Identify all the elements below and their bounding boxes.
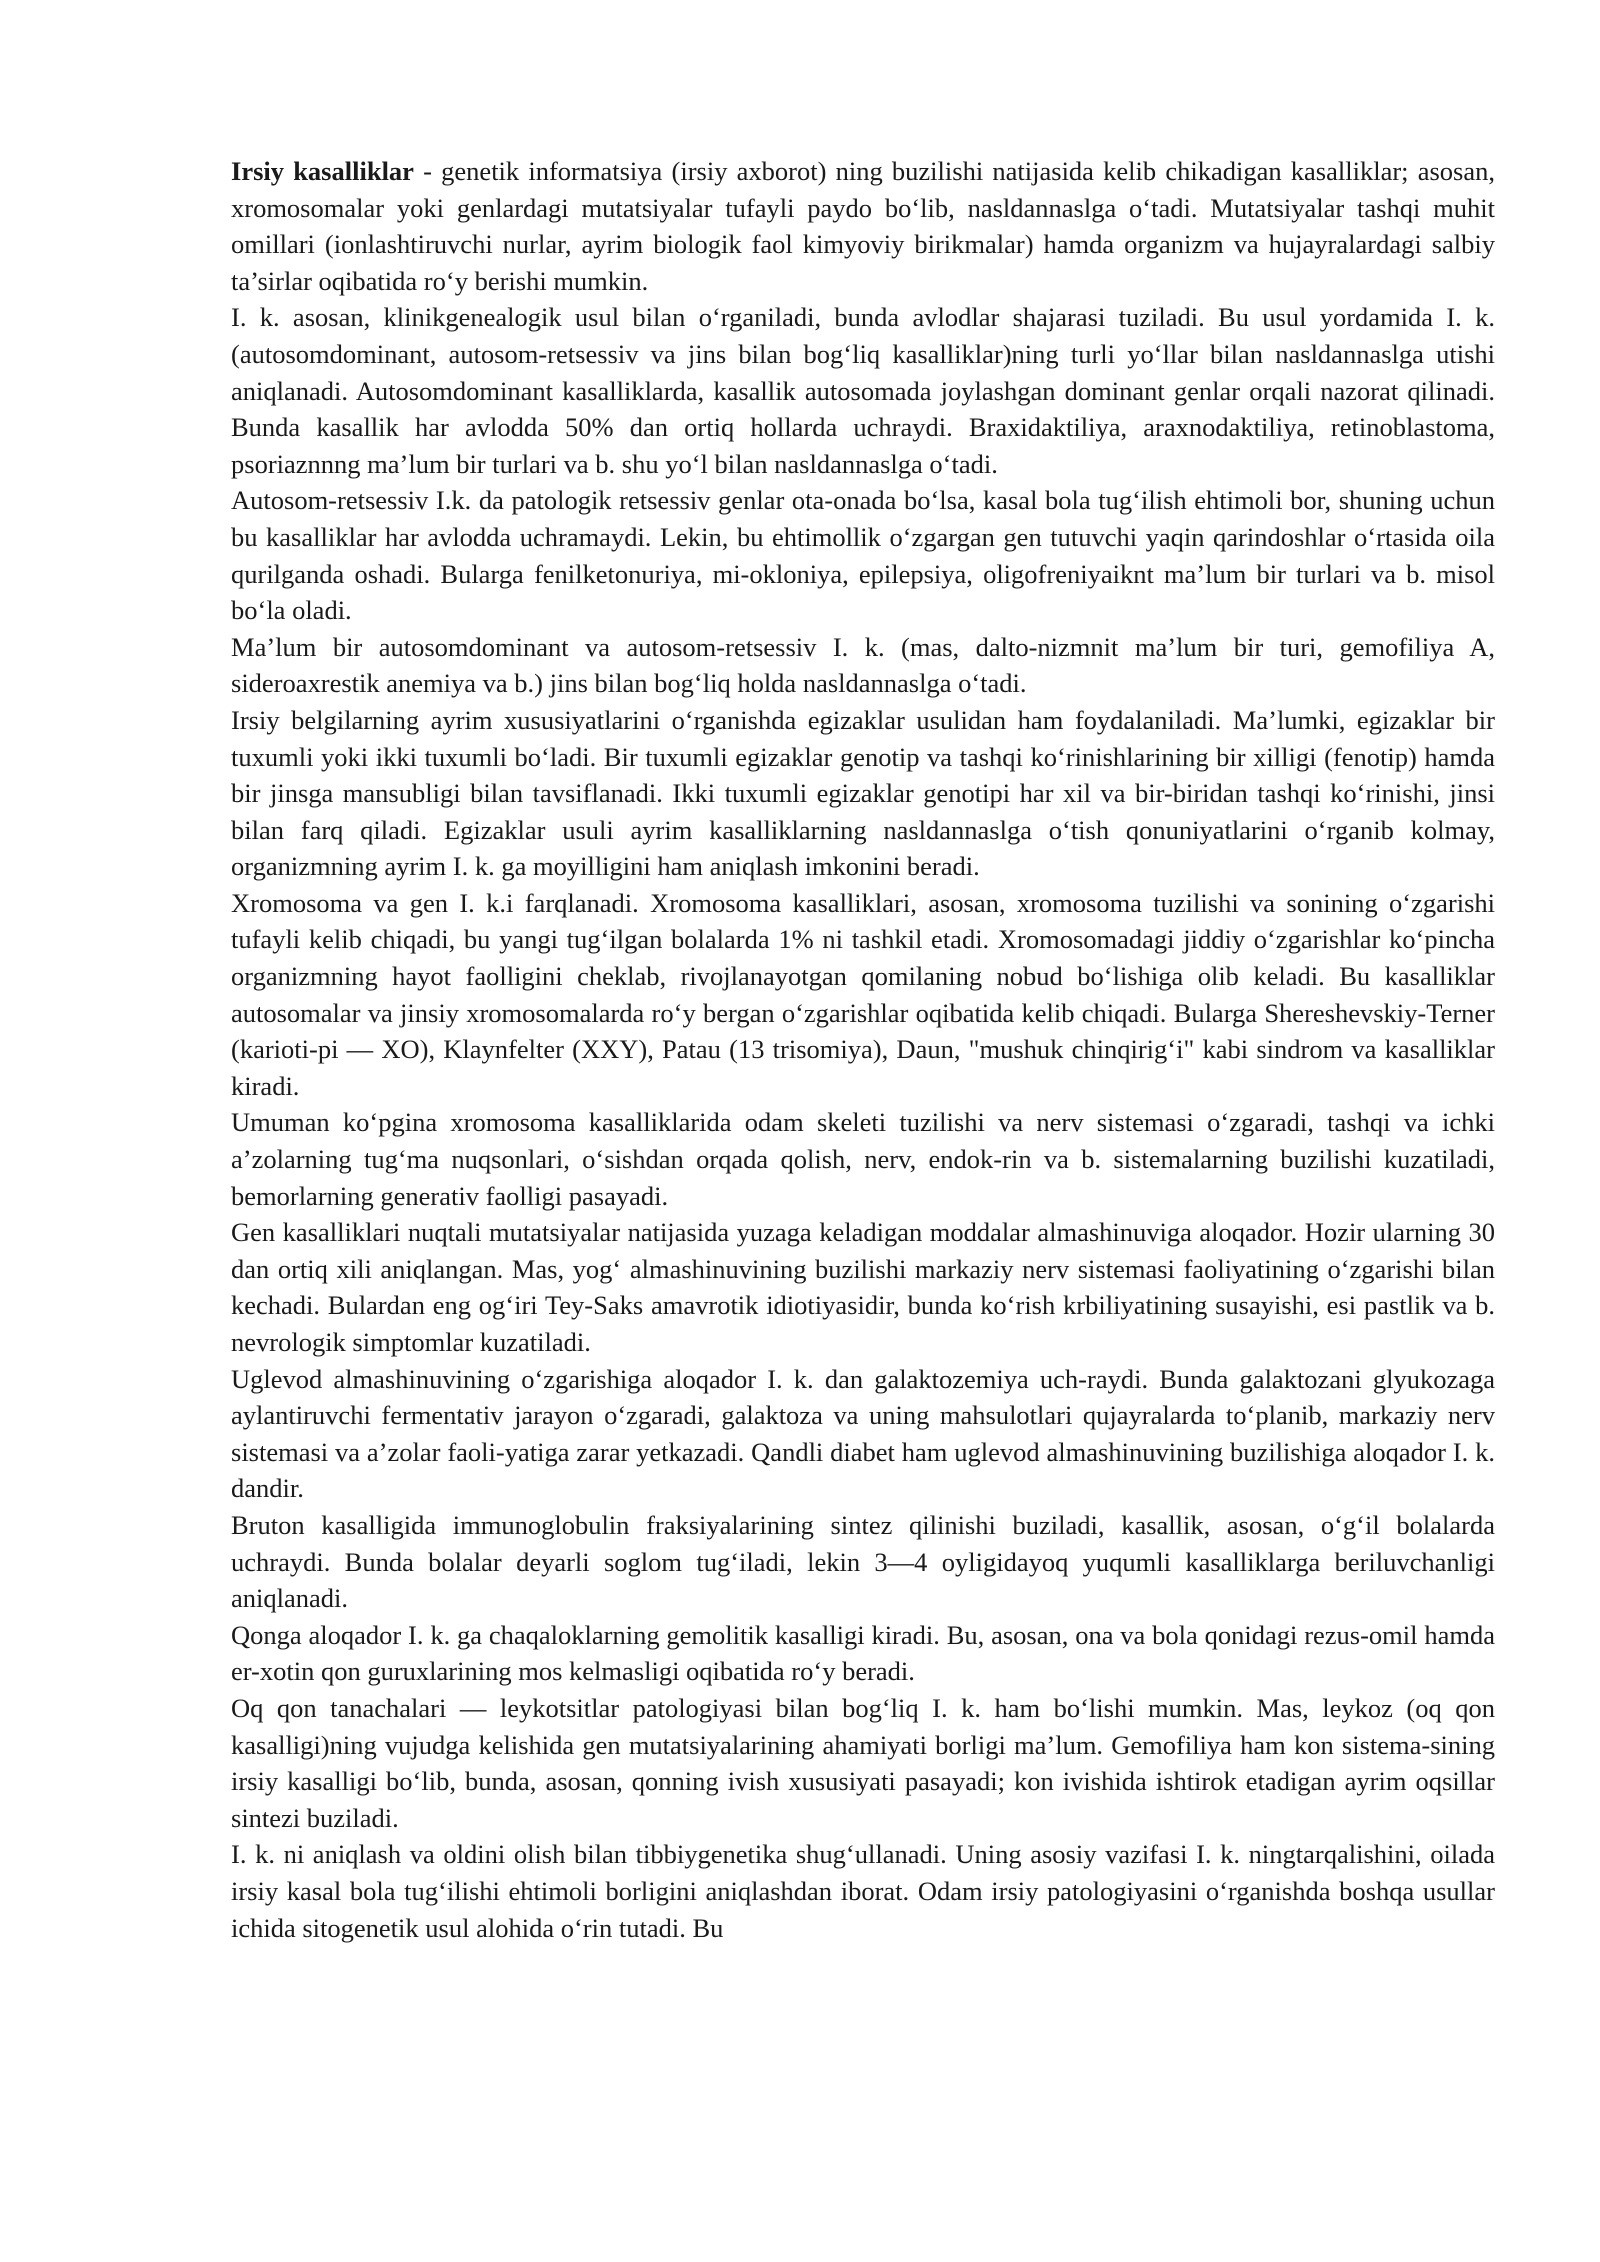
document-page: [231, 153, 1495, 1946]
paragraph: Xromosoma va gen I. k.i farqlanadi. Xromosoma kasalliklari, asosan, xromosoma tuzilishi va sonining o‘zgarishi tufayli kelib chiqadi, bu yangi tug‘ilgan bolalarda 1% ni tashkil etadi. Xromosomadagi jiddiy o‘zgarishlar ko‘pincha organizmning hayot faolligini cheklab, rivojlanayotgan qomilaning nobud bo‘lishiga olib keladi. Bu kasalliklar autosomalar va jinsiy xromosomalarda ro‘y bergan o‘zgarishlar oqibatida kelib chiqadi. Bularga Shereshevskiy-Terner (karioti-pi — XO), Klaynfelter (XXY), Patau (13 trisomiya), Daun, "mushuk chinqirig‘i" kabi sindrom va kasalliklar kiradi.: [231, 887, 1495, 1101]
paragraph: Umuman ko‘pgina xromosoma kasalliklarida odam skeleti tuzilishi va nerv sistemasi o‘zgaradi, tashqi va ichki a’zolarning tug‘ma nuqsonlari, o‘sishdan orqada qolish, nerv, endok-rin va b. sistemalarning buzilishi kuzatiladi, bemorlarning generativ faolligi pasayadi.: [231, 1107, 1495, 1211]
paragraph: Ma’lum bir autosomdominant va autosom-retsessiv I. k. (mas, dalto-nizmnit ma’lum bir turi, gemofiliya A, sideroaxrestik anemiya va b.) jins bilan bog‘liq holda nasldannaslga o‘tadi.: [231, 631, 1495, 699]
intro-text: - genetik informatsiya (irsiy axborot) ning buzilishi natijasida kelib chikadigan kasalliklar; asosan, xromosomalar yoki genlardagi mutatsiyalar tufayli paydo bo‘lib, nasldannaslga o‘tadi. Mutatsiyalar tashqi muhit omillari (ionlashtiruvchi nurlar, ayrim biologik faol kimyoviy birikmalar) hamda organizm va hujayralardagi salbiy ta’sirlar oqibatida ro‘y berishi mumkin.: [231, 156, 1495, 296]
paragraph-intro: [231, 153, 1495, 299]
document-term: Irsiy kasalliklar: [231, 156, 414, 186]
paragraph: Gen kasalliklari nuqtali mutatsiyalar natijasida yuzaga keladigan moddalar almashinuviga aloqador. Hozir ularning 30 dan ortiq xili aniqlangan. Mas, yog‘ almashinuvining buzilishi markaziy nerv sistemasi faoliyatining o‘zgarishi bilan kechadi. Bulardan eng og‘iri Tey-Saks amavrotik idiotiyasidir, bunda ko‘rish krbiliyatining susayishi, esi pastlik va b. nevrologik simptomlar kuzatiladi.: [231, 1217, 1495, 1357]
paragraph: Bruton kasalligida immunoglobulin fraksiyalarining sintez qilinishi buziladi, kasallik, asosan, o‘g‘il bolalarda uchraydi. Bunda bolalar deyarli soglom tug‘iladi, lekin 3—4 oyligidayoq yuqumli kasalliklarga beriluvchanligi aniqlanadi.: [231, 1509, 1495, 1614]
paragraph: Oq qon tanachalari — leykotsitlar patologiyasi bilan bog‘liq I. k. ham bo‘lishi mumkin. Mas, leykoz (oq qon kasalligi)ning vujudga kelishida gen mutatsiyalarining ahamiyati borligi ma’lum. Gemofiliya ham kon sistema-sining irsiy kasalligi bo‘lib, bunda, asosan, qonning ivish xususiyati pasayadi; kon ivishida ishtirok etadigan ayrim oqsillar sintezi buziladi.: [231, 1692, 1495, 1833]
paragraph: Autosom-retsessiv I.k. da patologik retsessiv genlar ota-onada bo‘lsa, kasal bola tug‘ilish ehtimoli bor, shuning uchun bu kasalliklar har avlodda uchramaydi. Lekin, bu ehtimollik o‘zgargan gen tutuvchi yaqin qarindoshlar o‘rtasida oila qurilganda oshadi. Bularga fenilketonuriya, mi-okloniya, epilepsiya, oligofreniyaiknt ma’lum bir turlari va b. misol bo‘la oladi.: [231, 485, 1495, 626]
paragraph: I. k. asosan, klinikgenealogik usul bilan o‘rganiladi, bunda avlodlar shajarasi tuziladi. Bu usul yordamida I. k. (autosomdominant, autosom-retsessiv va jins bilan bog‘liq kasalliklar)ning turli yo‘llar bilan nasldannaslga utishi aniqlanadi. Autosomdominant kasalliklarda, kasallik autosomada joylashgan dominant genlar orqali nazorat qilinadi. Bunda kasallik har avlodda 50% dan ortiq hollarda uchraydi. Braxidaktiliya, araxnodaktiliya, retinoblastoma, psoriaznnng ma’lum bir turlari va b. shu yo‘l bilan nasldannaslga o‘tadi.: [231, 302, 1495, 479]
paragraph: Qonga aloqador I. k. ga chaqaloklarning gemolitik kasalligi kiradi. Bu, asosan, ona va bola qonidagi rezus-omil hamda er-xotin qon guruxlarining mos kelmasligi oqibatida ro‘y beradi.: [231, 1619, 1495, 1687]
paragraph: Uglevod almashinuvining o‘zgarishiga aloqador I. k. dan galaktozemiya uch-raydi. Bunda galaktozani glyukozaga aylantiruvchi fermentativ jarayon o‘zgaradi, galaktoza va uning mahsulotlari qujayralarda to‘planib, markaziy nerv sistemasi va a’zolar faoli-yatiga zarar yetkazadi. Qandli diabet ham uglevod almashinuvining buzilishiga aloqador I. k. dandir.: [231, 1363, 1495, 1504]
paragraph: Irsiy belgilarning ayrim xususiyatlarini o‘rganishda egizaklar usulidan ham foydalaniladi. Ma’lumki, egizaklar bir tuxumli yoki ikki tuxumli bo‘ladi. Bir tuxumli egizaklar genotip va tashqi ko‘rinishlarining bir xilligi (fenotip) hamda bir jinsga mansubligi bilan tavsiflanadi. Ikki tuxumli egizaklar genotipi har xil va bir-biridan tashqi ko‘rinishi, jinsi bilan farq qiladi. Egizaklar usuli ayrim kasalliklarning nasldannaslga o‘tish qonuniyatlarini o‘rganib kolmay, organizmning ayrim I. k. ga moyilligini ham aniqlash imkonini beradi.: [231, 704, 1495, 882]
paragraph: I. k. ni aniqlash va oldini olish bilan tibbiygenetika shug‘ullanadi. Uning asosiy vazifasi I. k. ningtarqalishini, oilada irsiy kasal bola tug‘ilishi ehtimoli borligini aniqlashdan iborat. Odam irsiy patologiyasini o‘rganishda boshqa usullar ichida sitogenetik usul alohida o‘rin tutadi. Bu: [231, 1839, 1495, 1943]
